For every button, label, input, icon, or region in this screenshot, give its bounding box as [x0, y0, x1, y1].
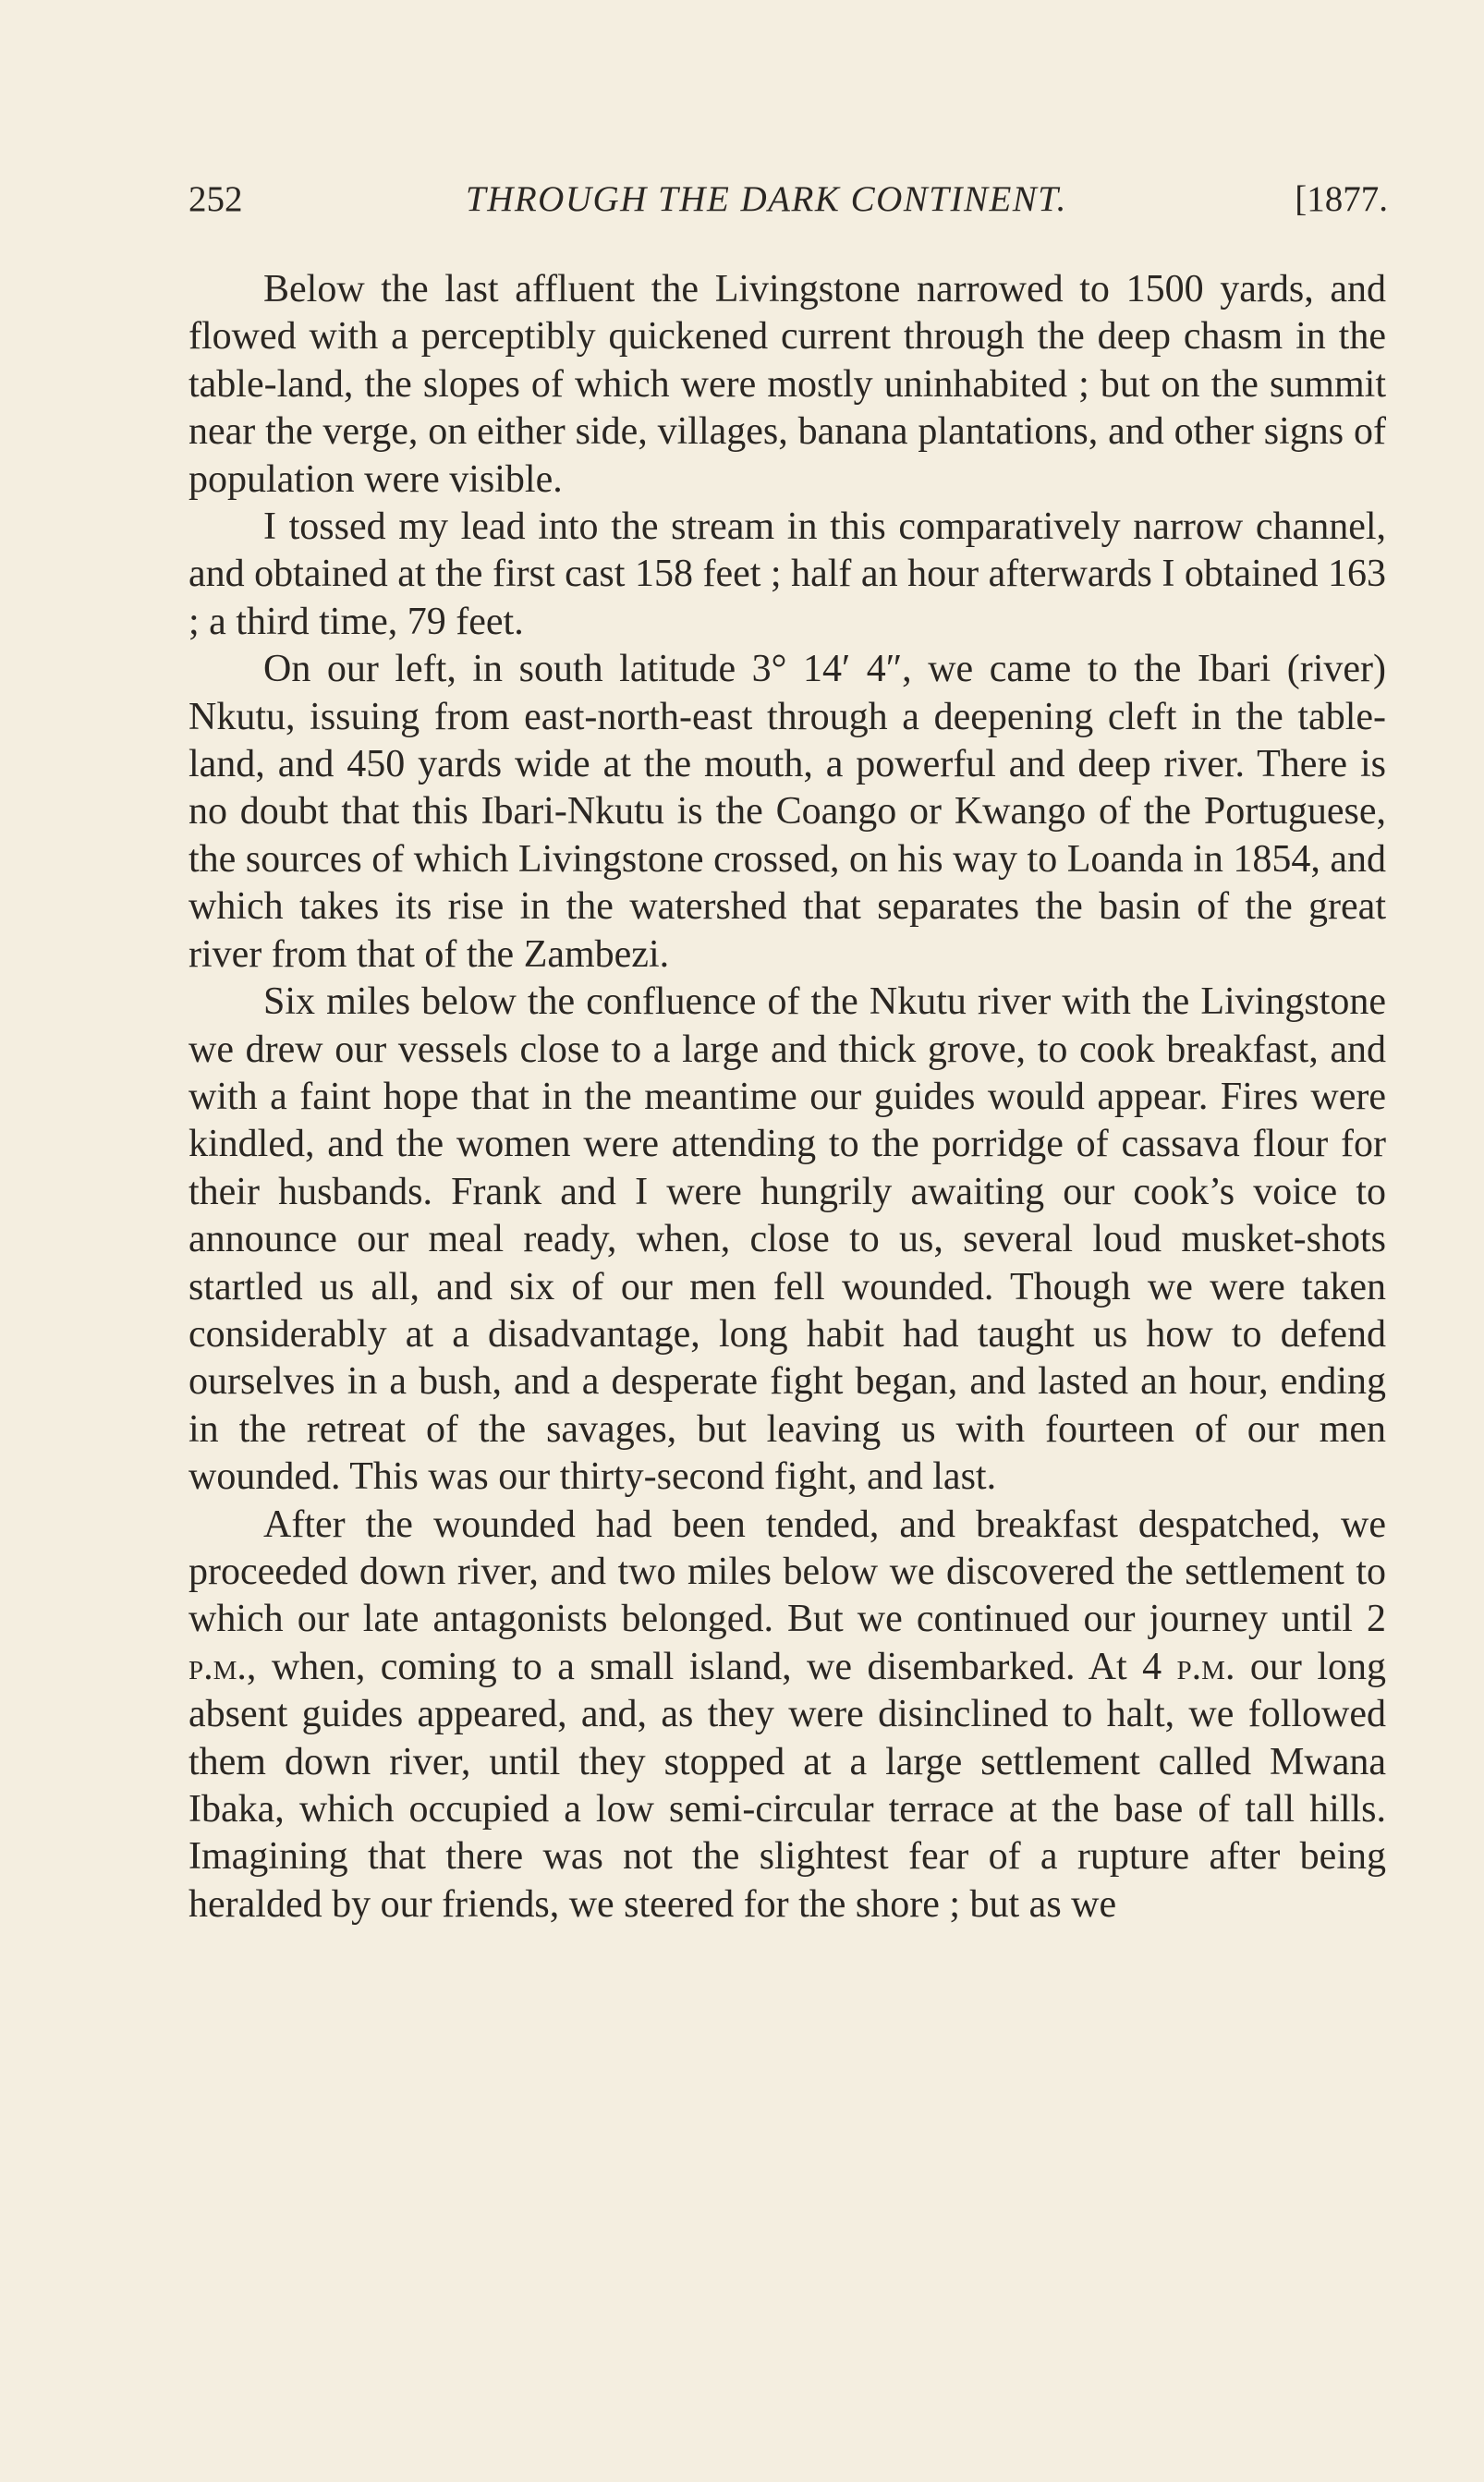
paragraph-breakfast-attack: Six miles below the confluence of the Nkutu river with the Livingstone we drew our vessels close to a large and thick grove, to cook breakfast, and with a faint hope that in the meantime our guides would appear. Fires were kindled, and the women were attending to the porridge of cassava flour for their husbands. Frank and I were hungrily awaiting our cook’s voice to announce our meal ready, when, close to us, several loud musket-shots startled us all, and six of our men fell wounded. Though we were taken considerably at a disadvantage, long habit had taught us how to defend ourselves in a bush, and a desperate fight began, and lasted an hour, ending in the retreat of the savages, but leaving us with fourteen of our men wounded. This was our thirty-second fight, and last. — [189, 980, 1386, 1499]
time-abbreviation: p.m. — [1176, 1645, 1235, 1688]
time-abbreviation: p.m. — [189, 1645, 247, 1688]
paragraph-ibari-nkutu: On our left, in south latitude 3° 14′ 4″, we came to the Ibari (river) Nkutu, issuing from east-north-east through a deepening cleft in the table-land, and 450 yards wide at the mouth, a powerful and deep river. There is no doubt that this Ibari-Nkutu is the Coango or Kwango of the Portuguese, the sources of which Livingstone crossed, on his way to Loanda in 1854, and which takes its rise in the watershed that separates the basin of the great river from that of the Zambezi. — [189, 648, 1386, 976]
paragraph-river-narrowing: Below the last affluent the Livingstone narrowed to 1500 yards, and flowed with a perceptibly quickened current through the deep chasm in the table-land, the slopes of which were mostly uninhabited ; but on the summit near the verge, on either side, villages, banana plantations, and other signs of population were visible. — [189, 268, 1386, 501]
page-number: 252 — [189, 179, 243, 219]
paragraph-segment: , when, coming to a small island, we disembarked. At 4 — [246, 1645, 1162, 1688]
paragraph-lead-soundings: I tossed my lead into the stream in this comparatively narrow channel, and obtained at the first cast 158 feet ; half an hour afterwards I obtained 163 ; a third time, 79 feet. — [189, 505, 1386, 643]
paragraph-segment: our long absent guides appeared, and, as they were disinclined to halt, we followed them down river, until they stopped at a large settlement called Mwana Ibaka, which occupied a low semi-circular terrace at the base of tall hills. Imagining that there was not the slightest fear of a rupture after being heralded by our friends, we steered for the shore ; but as we — [189, 1645, 1386, 1926]
paragraph-mwana-ibaka — [189, 1502, 1386, 1929]
paragraph-segment: After the wounded had been tended, and breakfast despatched, we proceeded down river, and two miles below we discovered the settlement to which our late antagonists belonged. But we continued our journey until 2 — [189, 1503, 1386, 1641]
body-text — [189, 266, 1386, 1928]
running-title: THROUGH THE DARK CONTINENT. — [466, 179, 1067, 219]
running-head — [189, 172, 1388, 227]
running-year: [1877. — [1295, 179, 1388, 219]
